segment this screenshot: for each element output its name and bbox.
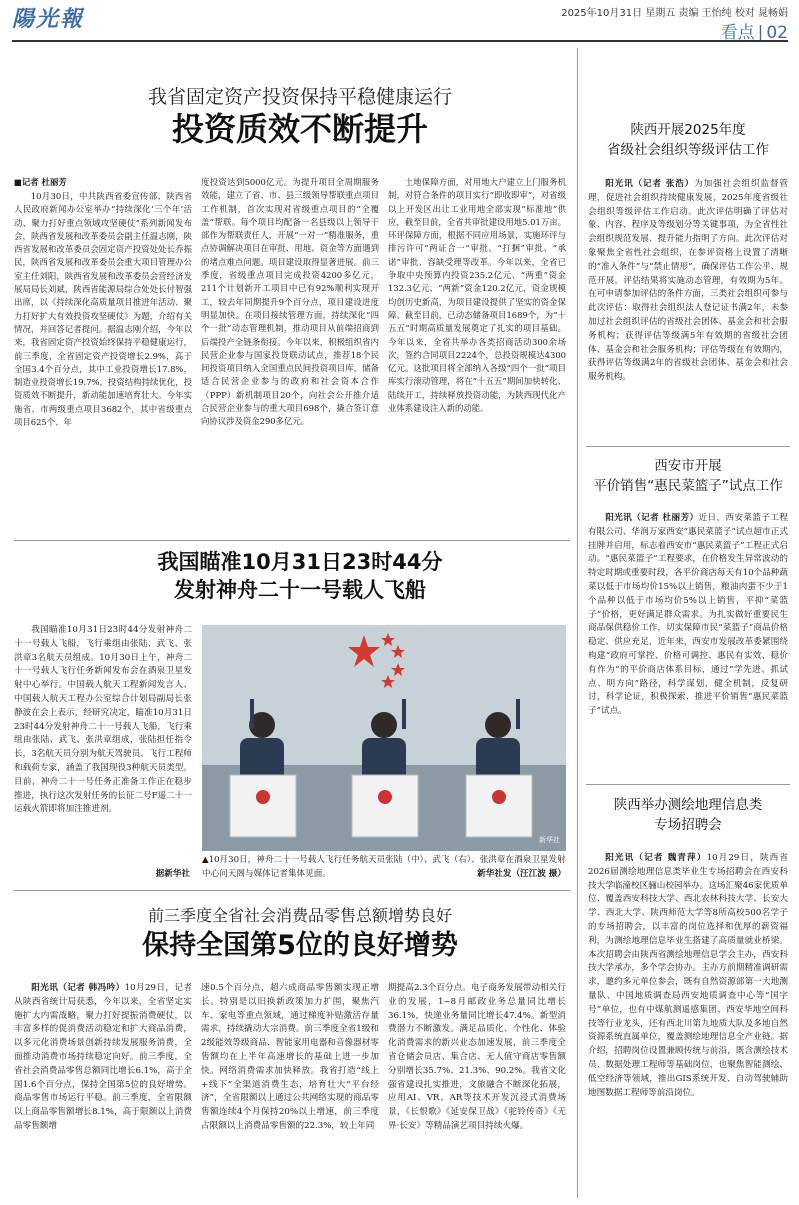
side1-title-line2: 省级社会组织等级评估工作 xyxy=(607,142,769,158)
side2-title-line2: 平价销售“惠民菜篮子”试点工作 xyxy=(593,478,783,494)
date-editor-line: 2025年10月31日 星期五 责编 王怡纯 校对 晁畅娟 xyxy=(561,8,788,19)
side1-body xyxy=(588,178,788,440)
header-rule xyxy=(12,40,788,42)
article2-title-line2: 发射神舟二十一号载人飞船 xyxy=(174,578,426,602)
article2-body-text: 我国瞄准10月31日23时44分发射神舟二十一号载人飞船，飞行乘组由张陆、武飞、张洪章3名航天员组成。10月30日上午，神舟二十一号载人飞行任务新闻发布会在酒泉卫星发射中心举行。中国载人航天工程新闻发言人、中国载人航天工程办公室综合计划局副局长张静波在会上表示，经研究决定，瞄准10月31日23时44分发射神舟二十一号载人飞船，飞行乘组由张陆、武飞、张洪章组成，张陆担任指令长，3名航天员分别为航天驾驶员、飞行工程师和载荷专家，涵盖了我国现役3种航天员类型。目前，神舟二十一号任务正准备工作正在稳步推进，执行这次发射任务的长征二号F遥二十一运载火箭即将加注推进剂。 xyxy=(14,625,192,815)
section-divider: | xyxy=(757,23,764,43)
article3-col3 xyxy=(388,982,566,1200)
photo-caption xyxy=(202,854,566,881)
article3-title: 保持全国第5位的良好增势 xyxy=(142,930,458,961)
article3-col3-text: 期提高2.3个百分点。电子商务发展带动相关行业的发展，1~8月邮政业务总量同比增长36.1%，快递业务量同比增长47.4%。新型消费潜力不断激发。满足品质化、个性化、体验化消费需求的新兴业态加速发展，前三季度全省仓储会员店、集合店、无人值守商店零售额分别增长35.7%、21.3%、90.2%。我省文化强省建设扎实推进，文旅融合不断深化拓展，应用AI、VR、AR等技术开发沉浸式消费场景，《长恨歌》《延安保卫战》《驼铃传奇》《无界·长安》等精品演艺项目持续火爆。 xyxy=(388,983,566,1131)
article3-col1-text: 10月29日，记者从陕西省统计局获悉，今年以来，全省坚定实施扩大内需战略，聚力打好提振消费硬仗，以丰富多样的促消费活动稳定和扩大商品消费，以多元化消费场景创新持续发展服务消费，全面推动消费市场持续稳定向好。前三季度，全省社会消费品零售总额同比增长6.1%，高于全国1.6个百分点，保持全国第5位的良好增势。商品零售市场运行平稳。前三季度，全省限额以上商品零售额增长8.1%，高于限额以上消费品零售额增 xyxy=(14,983,192,1131)
article1-col3 xyxy=(388,176,566,534)
article2-body xyxy=(14,624,192,866)
astronauts-photo-svg xyxy=(202,625,566,851)
side3-body xyxy=(588,852,788,1200)
column-divider xyxy=(577,48,578,1198)
article1-bottom-rule xyxy=(14,540,570,541)
side2-body xyxy=(588,512,788,776)
article1-col1-text: 10月30日，中共陕西省委宣传部、陕西省人民政府新闻办公室举办“持续深化‘三个年’活动、聚力打好重点领域攻坚硬仗”系列新闻发布会，陕西省发展和改革委员会副主任温志刚，陕西省发展和改革委员会固定资产投资处处长乔振民，陕西省发展和改革委员会重大项目管理办公室主任刘阳，陕西省发展和改革委员会营经济发展局局长刘斌，陕西省能源局综合处处长付智强出席，以《持续深化高质量项目推进年活动、聚力打好扩大有效投资攻坚硬仗》为题，介绍有关情况，并回答记者提问。据温志刚介绍，今年以来，我省固定资产投资始终保持平稳健康运行，前三季度，全省固定资产投资增长2.9%，高于全国3.4个百分点，其中工业投资增长17.8%，制造业投资增长19.7%，投资结构持续优化，投资质效不断提升，新动能加速培育壮大。今年实施省、市两级重点项目3682个，其中省级重点项目625个、年 xyxy=(14,191,192,428)
article3-col1-para xyxy=(14,982,192,1134)
side1-title-line1: 陕西开展2025年度 xyxy=(630,122,746,138)
article2-source: 据新华社 xyxy=(155,869,190,879)
side1-bottom-rule xyxy=(586,446,790,447)
side1-title xyxy=(586,120,790,160)
side2-para xyxy=(588,512,788,719)
article1-byline: ■记者 杜丽芳 xyxy=(14,177,67,187)
page-number: 02 xyxy=(766,23,788,43)
side3-para xyxy=(588,852,788,1100)
section-name: 看点 xyxy=(720,23,755,43)
side3-title xyxy=(586,795,790,835)
article3-col1 xyxy=(14,982,192,1200)
side2-text: 近日，西安菜篮子工程有限公司、华润万家西安“惠民菜篮子”试点超市正式挂牌并启用，标志着西安市“惠民菜篮子”工程正式启动。“惠民菜篮子”工程要求，在价格发生异常波动的特定时期或重要时段，各平价商店每天有10个品种蔬菜以低于市场均价15%以上销售，粮油肉蛋不少于1个品种以低于市场均价5%以上销售，平抑“菜篮子”价格，更好满足群众需求。为扎实做好重要民生商品保供稳价工作，切实保障市民“菜篮子”商品价格稳定、供应充足，近年来，西安市发展改革委紧围绕构建“政府可掌控、价格可调控、惠民有实效、稳价有作为”的平价商店体系目标，通过“学先进、抓试点、明方向”路径，科学谋划，健全机制，反复研讨，科学论证，积极探索、推进平价销售“惠民菜篮子”试点。 xyxy=(588,513,788,717)
article3-reporter: 阳光讯（记者 韩冯吟） xyxy=(31,983,125,993)
article1-title: 投资质效不断提升 xyxy=(171,110,428,148)
side2-bottom-rule xyxy=(586,784,790,785)
side3-title-line1: 陕西举办测绘地理信息类 xyxy=(613,797,763,813)
side3-text: 10月29日，陕西省2026届测绘地理信息类毕业生专场招聘会在西安科技大学临潼校区骊山校园举办。这场汇聚46家优质单位、覆盖西安科技大学、西北农林科技大学、长安大学、西北大学、陕西师范大学等8所高校500名学子的专场招聘会，以丰富的岗位选择和优厚的薪资福利，为测绘地理信息毕业生搭建了高质量就业桥梁。本次招聘会由陕西省测绘地理信息学会主办，西安科技大学承办，多个学会协办。主办方前期精准调研需求，邀约多元单位参会，既有自然资源部第一大地测量队、中国地质调查局西安地质调查中心等“国字号”单位，也有中煤航测遥感集团、西安华地空间科技等行业龙头，还有西北川第九地质大队及多地自然资源系统直属单位，覆盖测绘地理信息全产业链。据介绍，招聘岗位设置兼顾传统与前沿，既含测绘技术员、数据处理工程师等基础岗位，也聚焦智能测绘、低空经济等领域，推出GIS系统开发、自动驾驶辅助地图数据工程师等前沿岗位。 xyxy=(588,853,788,1098)
side3-reporter: 阳光讯（记者 魏青萍） xyxy=(605,853,707,863)
article1-col3-text: 土地保障方面，对用地大户建立上门服务机制，对符合条件的项目实行“即收即审”，对省级以上开发区出让工业用地全部实现“标准地”供应，截至目前，全省共审批建设用地5.01万亩。环评保障方面，根据不同应用场景，实施环评与排污许可“两证合一”审批、“打捆”审批、“承诺”审批、容缺受理等改革。今年以来，全省已争取中央预算内投资235.2亿元、“两重”资金132.3亿元、“两新”资金120.2亿元，资金规模均创历史新高，为项目建设提供了坚实的资金保障。截至目前，已动态储备项目1689个，为“十五五”时期高质量发展奠定了扎实的项目基础。今年以来，全省共举办各类招商活动300余场次，签约合同项目2224个，总投资规模达4300亿元。这批项目将全部纳入各级“四个一批”项目库实行滚动管理，将在“十五五”期间加快转化、陆续开工，持续释放投资动能，为陕西现代化产业体系建设注入新的动能。 xyxy=(388,177,566,414)
photo-caption-source: 新华社发（汪江波 摄） xyxy=(477,868,566,879)
photo-caption-text: ▲10月30日，神舟二十一号载人飞行任务航天员张陆（中）、武飞（右）、张洪章在酒泉卫星发射中心问天阁与媒体记者集体见面。 xyxy=(202,855,566,879)
side2-title-line1: 西安市开展 xyxy=(654,458,722,474)
side2-title xyxy=(586,456,790,496)
article2-title-line1: 我国瞄准10月31日23时44分 xyxy=(157,550,443,574)
article1-col1 xyxy=(14,190,192,534)
article3-col2-text: 速0.5个百分点，超六成商品零售额实现正增长。特别是以旧换新政策加力扩围，聚焦汽车、家电等重点领域，通过梯度补贴激活存量需求，持续撬动大宗消费。前三季度全省1级和2级能效等级商品、智能家用电器和音像器材零售额均在上半年高速增长的基础上进一步加快。网络消费需求加快释放。我省打造“线上+线下”全渠道消费生态，培育壮大“平台经济”，全省限额以上通过公共网络实现的商品零售额连续4个月保持20%以上增速，前三季度占限额以上消费品零售额的22.3%，较上年同 xyxy=(201,983,379,1131)
article3-col2 xyxy=(201,982,379,1200)
side1-text: 为加强社会组织监督管理，促进社会组织持续健康发展，2025年度省级社会组织等级评估工作启动。此次评估明确了评估对象、内容、程序及等级划分等关键事项，为全省性社会组织规范发展、提升能力指明了方向。此次评估对象聚焦全省性社会组织，在参评资格上设置了清晰的“准入条件”与“禁止情形”，确保评估工作公平、规范开展。评估结果将实施动态管理，有效期为5年。在可申请参加评估的条件方面，三类社会组织可参与此次评估：取得社会组织法人登记证书满2年，未参加过社会组织评估的省级社会团体、基金会和社会服务机构；获得评估等级满5年有效期的省级社会团体、基金会和社会服务机构；评估等级在有效期内，获得评估等级满2年的省级社会团体、基金会和社会服务机构。 xyxy=(588,179,788,383)
astronauts-photo xyxy=(202,625,566,851)
photo-watermark: 新华社 xyxy=(539,836,560,844)
side2-reporter: 阳光讯（记者 杜丽芳） xyxy=(605,513,699,523)
side1-reporter: 阳光讯（记者 张浩） xyxy=(605,179,695,189)
article1-col2 xyxy=(201,176,379,534)
side1-para xyxy=(588,178,788,385)
article2-bottom-rule xyxy=(14,890,570,891)
side3-title-line2: 专场招聘会 xyxy=(654,817,722,833)
section-label xyxy=(636,18,788,43)
newspaper-logo: 陽光報 xyxy=(12,6,85,32)
article3-subtitle: 前三季度全省社会消费品零售总额增势良好 xyxy=(147,906,452,925)
article1-subtitle: 我省固定资产投资保持平稳健康运行 xyxy=(147,86,452,108)
article1-col2-text: 度投资达到5000亿元。为提升项目全周期服务效能，建立了省、市、县三级领导帮联重点项目工作机制，首次实现对省级重点项目的“全覆盖”帮联。每个项目均配备一名县级以上领导干部作为帮联责任人，开展“一对一”精准服务，重点协调解决项目在审批、用地、资金等方面遇到的堵点难点问题。项目建设取得显著进展。前三季度，省级重点项目完成投资4200多亿元，211个计划新开工项目中已有92%顺利实现开工，较去年同期提升9个百分点，项目建设进度明显加快。在项目接续管理方面，持续深化“四个一批”动态管理机制，推动项目从前端招商到后端投产全链条衔接。今年以来，积极组织省内民营企业参与国家投贷联动试点，推荐18个民间投资项目纳入全国重点民间投资项目库，储备适合民营企业参与的政府和社会资本合作（PPP）新机制项目20个，向社会公开推介适合民营企业参与的重大项目698个，撬合签订意向协议涉及资金290多亿元。 xyxy=(201,177,379,427)
